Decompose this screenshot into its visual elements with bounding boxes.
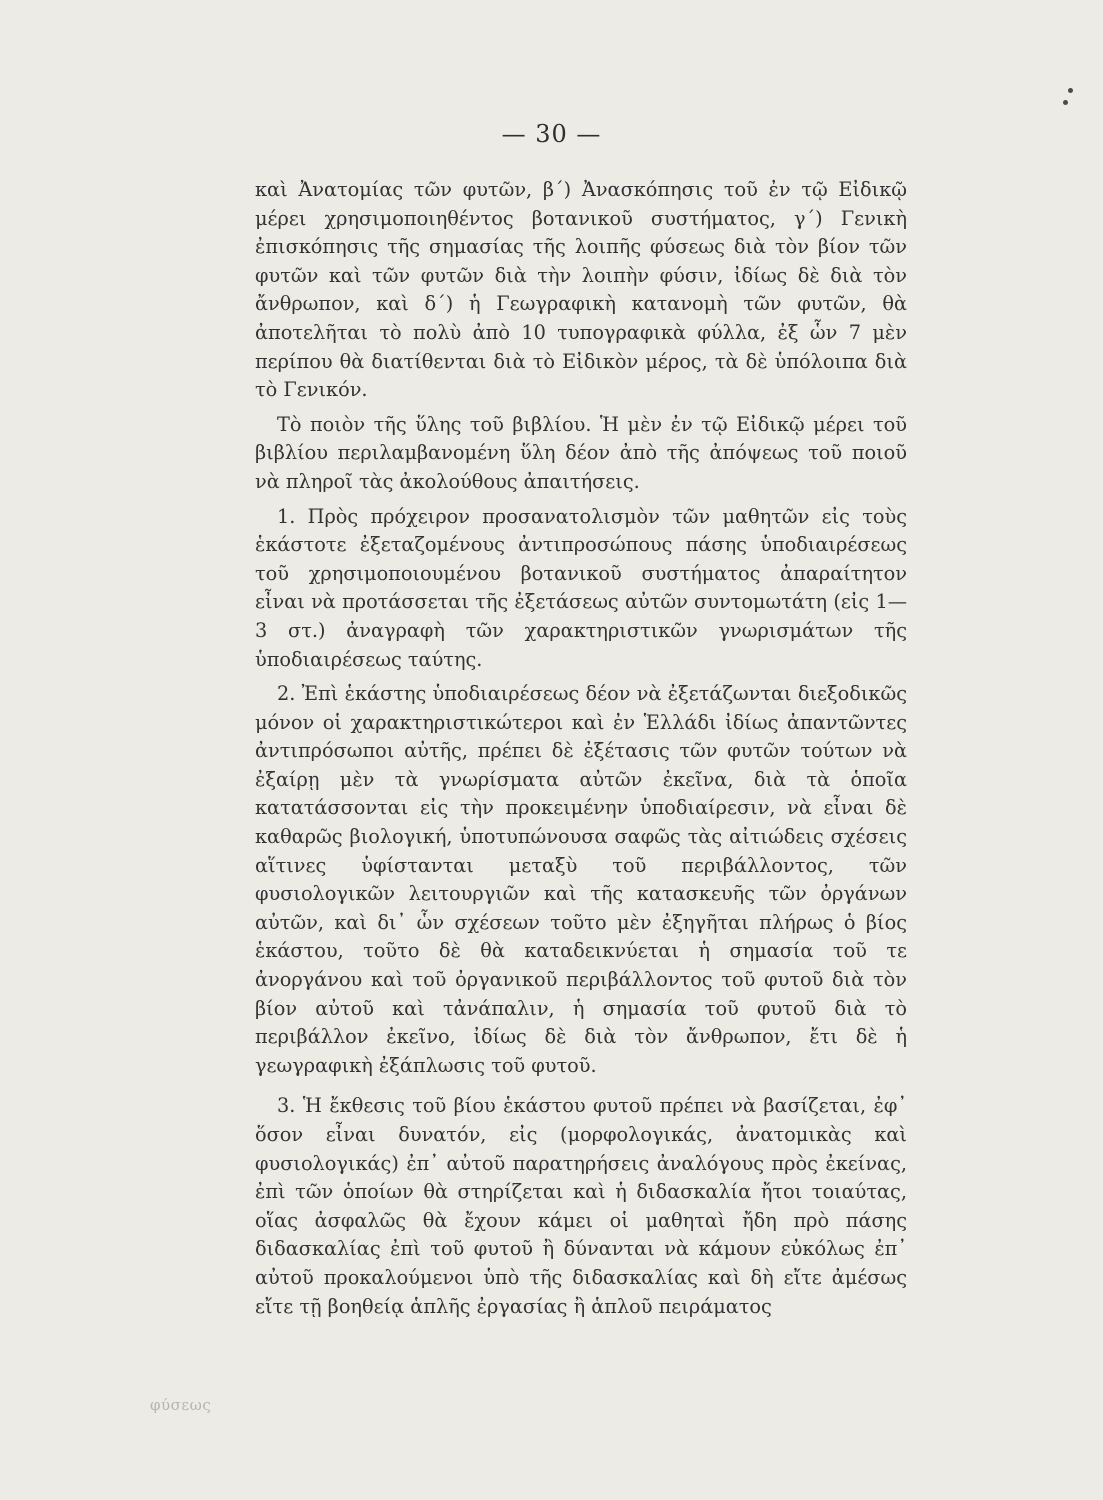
speck-mark	[1068, 88, 1073, 93]
paragraph-requirement-3: 3. Ἡ ἔκθεσις τοῦ βίου ἑκάστου φυτοῦ πρέπει νὰ βασίζεται, ἐφ᾽ ὅσον εἶναι δυνατόν, εἰς (μορφολογικάς, ἀνατομικὰς καὶ φυσιολογικάς) ἐπ᾽ αὐτοῦ παρατηρήσεις ἀναλόγους πρὸς ἐκείνας, ἐπὶ τῶν ὁποίων θὰ στηρίζεται καὶ ἡ διδασκαλία ἤτοι τοιαύτας, οἵας ἀσφαλῶς θὰ ἔχουν κάμει οἱ μαθηταὶ ἤδη πρὸ πάσης διδασκαλίας ἐπὶ τοῦ φυτοῦ ἢ δύνανται νὰ κάμουν εὐκόλως ἐπ᾽ αὐτοῦ προκαλούμενοι ὑπὸ τῆς διδασκαλίας καὶ δὴ εἴτε ἀμέσως εἴτε τῇ βοηθείᾳ ἁπλῆς ἐργασίας ἢ ἁπλοῦ πειράματος	[255, 1094, 907, 1318]
margin-annotation: φύσεως	[150, 1396, 212, 1414]
paragraph-continuation: καὶ Ἀνατομίας τῶν φυτῶν, β΄) Ἀνασκόπησις τοῦ ἐν τῷ Εἰδικῷ μέρει χρησιμοποιηθέντος βοτανικοῦ συστήματος, γ΄) Γενικὴ ἐπισκόπησις τῆς σημασίας τῆς λοιπῆς φύσεως διὰ τὸν βίον τῶν φυτῶν καὶ τῶν φυτῶν διὰ τὴν λοιπὴν φύσιν, ἰδίως δὲ διὰ τὸν ἄνθρωπον, καὶ δ΄) ἡ Γεωγραφικὴ κατανομὴ τῶν φυτῶν, θὰ ἀποτελῆται τὸ πολὺ ἀπὸ 10 τυπογραφικὰ φύλλα, ἐξ ὧν 7 μὲν περίπου θὰ διατίθενται διὰ τὸ Εἰδικὸν μέρος, τὰ δὲ ὑπόλοιπα διὰ τὸ Γενικόν.	[255, 178, 907, 402]
body-text	[255, 176, 907, 1321]
paragraph-requirement-2: 2. Ἐπὶ ἑκάστης ὑποδιαιρέσεως δέον νὰ ἐξετάζωνται διεξοδικῶς μόνον οἱ χαρακτηριστικώτεροι καὶ ἐν Ἑλλάδι ἰδίως ἀπαντῶντες ἀντιπρόσωποι αὐτῆς, πρέπει δὲ ἐξέτασις τῶν φυτῶν τούτων νὰ ἐξαίρῃ μὲν τὰ γνωρίσματα αὐτῶν ἐκεῖνα, διὰ τὰ ὁποῖα κατατάσσονται εἰς τὴν προκειμένην ὑποδιαίρεσιν, νὰ εἶναι δὲ καθαρῶς βιολογική, ὑποτυπώνουσα σαφῶς τὰς αἰτιώδεις σχέσεις αἵτινες ὑφίστανται μεταξὺ τοῦ περιβάλλοντος, τῶν φυσιολογικῶν λειτουργιῶν καὶ τῆς κατασκευῆς τῶν ὀργάνων αὐτῶν, καὶ δι᾽ ὧν σχέσεων τοῦτο μὲν ἐξηγῆται πλήρως ὁ βίος ἑκάστου, τοῦτο δὲ θὰ καταδεικνύεται ἡ σημασία τοῦ τε ἀνοργάνου καὶ τοῦ ὀργανικοῦ περιβάλλοντος τοῦ φυτοῦ διὰ τὸν βίον αὐτοῦ καὶ τἀνάπαλιν, ἡ σημασία τοῦ φυτοῦ διὰ τὸ περιβάλλον ἐκεῖνο, ἰδίως δὲ διὰ τὸν ἄνθρωπον, ἔτι δὲ ἡ γεωγραφικὴ ἐξάπλωσις τοῦ φυτοῦ.	[255, 682, 907, 1077]
page-number: — 30 —	[501, 120, 602, 148]
speck-mark	[1063, 100, 1068, 105]
paragraph-content-quality: Τὸ ποιὸν τῆς ὕλης τοῦ βιβλίου. Ἡ μὲν ἐν τῷ Εἰδικῷ μέρει τοῦ βιβλίου περιλαμβανομένη ὕλη δέον ἀπὸ τῆς ἀπόψεως τοῦ ποιοῦ νὰ πληροῖ τὰς ἀκολούθους ἀπαιτήσεις.	[255, 412, 907, 493]
paragraph-requirement-1: 1. Πρὸς πρόχειρον προσανατολισμὸν τῶν μαθητῶν εἰς τοὺς ἑκάστοτε ἐξεταζομένους ἀντιπροσώπους πάσης ὑποδιαιρέσεως τοῦ χρησιμοποιουμένου βοτανικοῦ συστήματος ἀπαραίτητον εἶναι νὰ προτάσσεται τῆς ἐξετάσεως αὐτῶν συντομωτάτη (εἰς 1—3 στ.) ἀναγραφὴ τῶν χαρακτηριστικῶν γνωρισμάτων τῆς ὑποδιαιρέσεως ταύτης.	[255, 504, 907, 671]
